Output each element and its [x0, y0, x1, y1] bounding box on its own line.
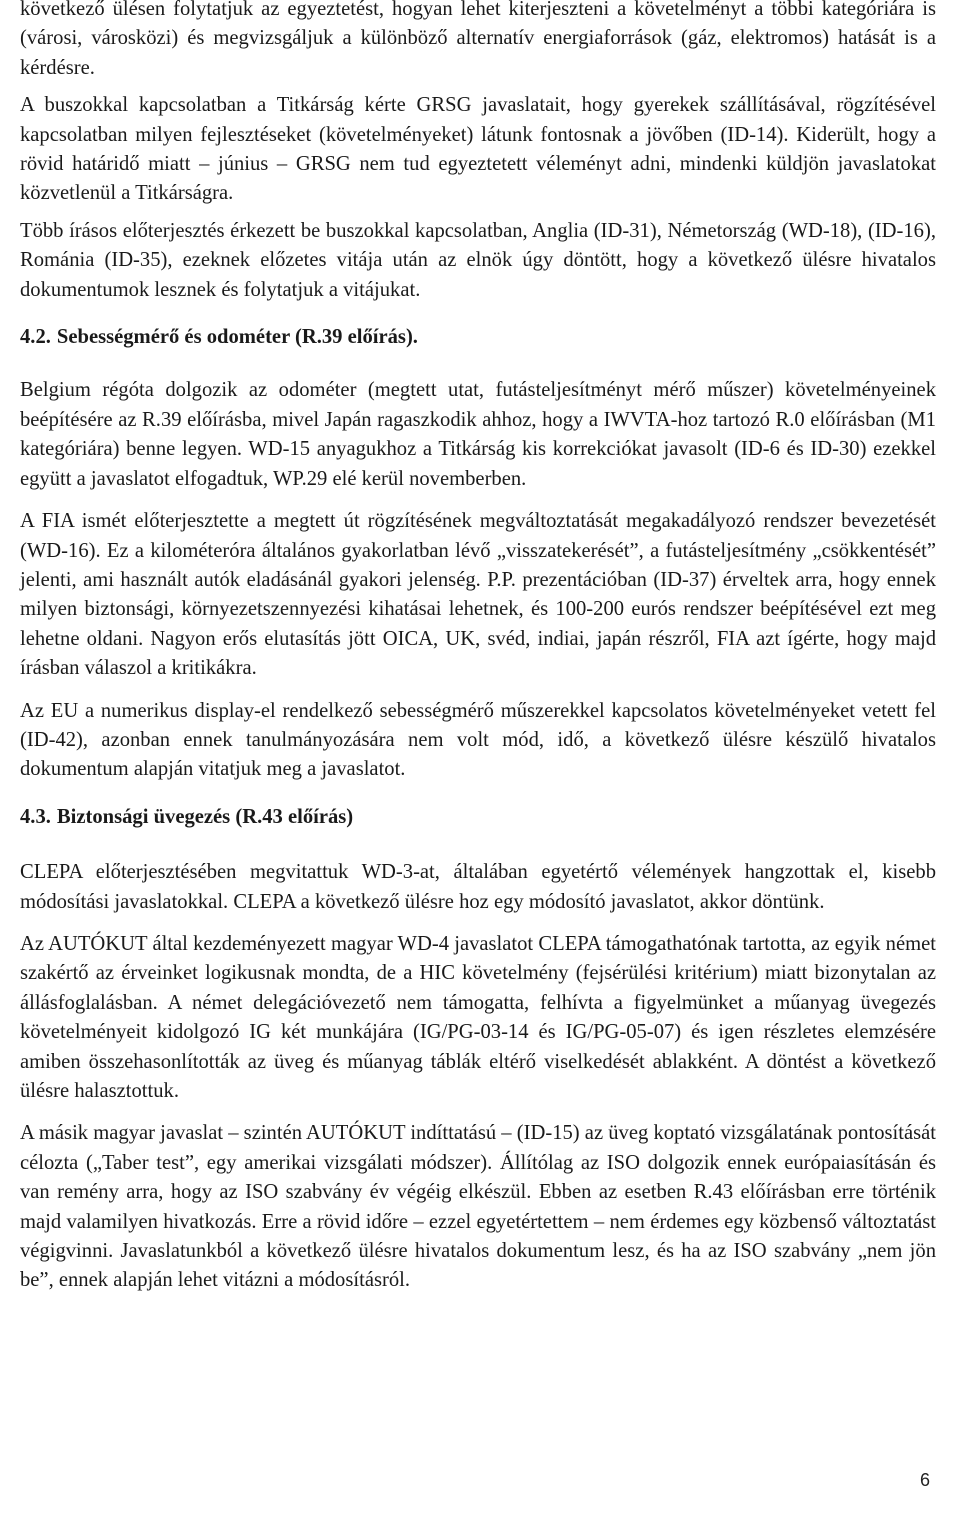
paragraph-odometer-belgium: Belgium régóta dolgozik az odométer (megtett utat, futásteljesítményt mérő műszer) követelményeinek beépítésére az R.39 előírásba, mivel Japán ragaszkodik ahhoz, hogy a IWVTA-hoz tartozó R.0 előírásban (M1 kategóriára) benne legyen. WD-15 anyagukhoz a Titkárság kis korrekciókat javasolt (ID-6 és ID-30) ezekkel együtt a javaslatot elfogadtuk, WP.29 elé kerül novemberben.: [20, 379, 936, 490]
paragraph-buses-submissions: Több írásos előterjesztés érkezett be buszokkal kapcsolatban, Anglia (ID-31), Németország (WD-18), (ID-16), Románia (ID-35), ezeknek előzetes vitája után az elnök úgy döntött, hogy a következő ülésre hivatalos dokumentumok lesznek és folytatjuk a vitájukat.: [20, 219, 936, 301]
section-number: 4.3.: [20, 805, 51, 828]
paragraph-glazing-taber: A másik magyar javaslat – szintén AUTÓKUT indíttatású – (ID-15) az üveg koptató vizsgálatának pontosítását célozta („Taber test”, egy amerikai vizsgálati módszer). Állítólag az ISO dolgozik ennek európaiasításán és van remény arra, hogy az ISO szabvány év végéig elkészül. Ebben az esetben R.43 előírásban erre történik majd valamilyen hivatkozás. Erre a rövid időre – ezzel egyetértettem – nem érdemes egy közbenső változtatást végigvinni. Javaslatunkból a következő ülésre hivatalos dokumentum lesz, és ha az ISO szabvány „nem jön be”, ennek alapján lehet vitázni a módosításról.: [20, 1122, 936, 1292]
document-body: [20, 0, 936, 1296]
paragraph-glazing-autokut: Az AUTÓKUT által kezdeményezett magyar WD-4 javaslatot CLEPA támogathatónak tartotta, az egyik német szakértő az érveinket logikusnak mondta, de a HIC követelmény (fejsérülési kritérium) miatt bizonytalan az állásfoglalásban. A német delegációvezető nem támogatta, felhívta a figyelmünket a műanyag üvegezés követelményeit kidolgozó IG két munkájára (IG/PG-03-14 és IG/PG-05-07) és igen részletes elemzésére amiben összehasonlították az üveg és műanyag táblák eltérő viselkedését ablakként. A döntést a következő ülésre halasztottuk.: [20, 932, 936, 1102]
section-heading-4-3: [20, 803, 936, 832]
section-title: Biztonsági üvegezés (R.43 előírás): [56, 805, 354, 828]
section-title: Sebességmérő és odométer (R.39 előírás).: [56, 326, 418, 349]
section-heading-4-2: [20, 323, 936, 352]
paragraph-odometer-fia: A FIA ismét előterjesztette a megtett út rögzítésének megváltoztatását megakadályozó rendszer bevezetését (WD-16). Ez a kilométeróra általános gyakorlatban lévő „visszatekerését”, a futásteljesítmény „csökkentését” jelenti, ami használt autók eladásánál gyakori jelenség. P.P. prezentációban (ID-37) érveltek arra, hogy ennek milyen biztonsági, környezetszennyezési kihatásai lehetnek, és 100-200 eurós rendszer beépítésével ezt meg lehetne oldani. Nagyon erős elutasítás jött OICA, UK, svéd, indiai, japán részről, FIA azt ígérte, hogy majd írásban válaszol a kritikákra.: [20, 510, 936, 680]
paragraph-intro: következő ülésen folytatjuk az egyeztetést, hogyan lehet kiterjeszteni a követelményt a többi kategóriára is (városi, városközi) és megvizsgáljuk a különböző alternatív energiaforrások (gáz, elektromos) hatását is a kérdésre.: [20, 0, 936, 79]
section-number: 4.2.: [20, 326, 51, 349]
paragraph-buses-titkarsag: A buszokkal kapcsolatban a Titkárság kérte GRSG javaslatait, hogy gyerekek szállításával, rögzítésével kapcsolatban milyen fejlesztéseket (követelményeket) látunk fontosnak a jövőben (ID-14). Kiderült, hogy a rövid határidő miatt – június – GRSG nem tud egyeztetett véleményt adni, mindenki küldjön javaslatokat közvetlenül a Titkárságra.: [20, 94, 936, 205]
paragraph-speedometer-eu: Az EU a numerikus display-el rendelkező sebességmérő műszerekkel kapcsolatos követelményeket vetett fel (ID-42), azonban ennek tanulmányozására nem volt mód, idő, a következő ülésre készülő hivatalos dokumentum alapján vitatjuk meg a javaslatot.: [20, 699, 936, 781]
page-number: 6: [919, 1469, 930, 1490]
paragraph-glazing-clepa: CLEPA előterjesztésében megvitattuk WD-3-at, általában egyetértő vélemények hangzottak el, kisebb módosítási javaslatokkal. CLEPA a következő ülésre hoz egy módosító javaslatot, akkor döntünk.: [20, 861, 936, 913]
